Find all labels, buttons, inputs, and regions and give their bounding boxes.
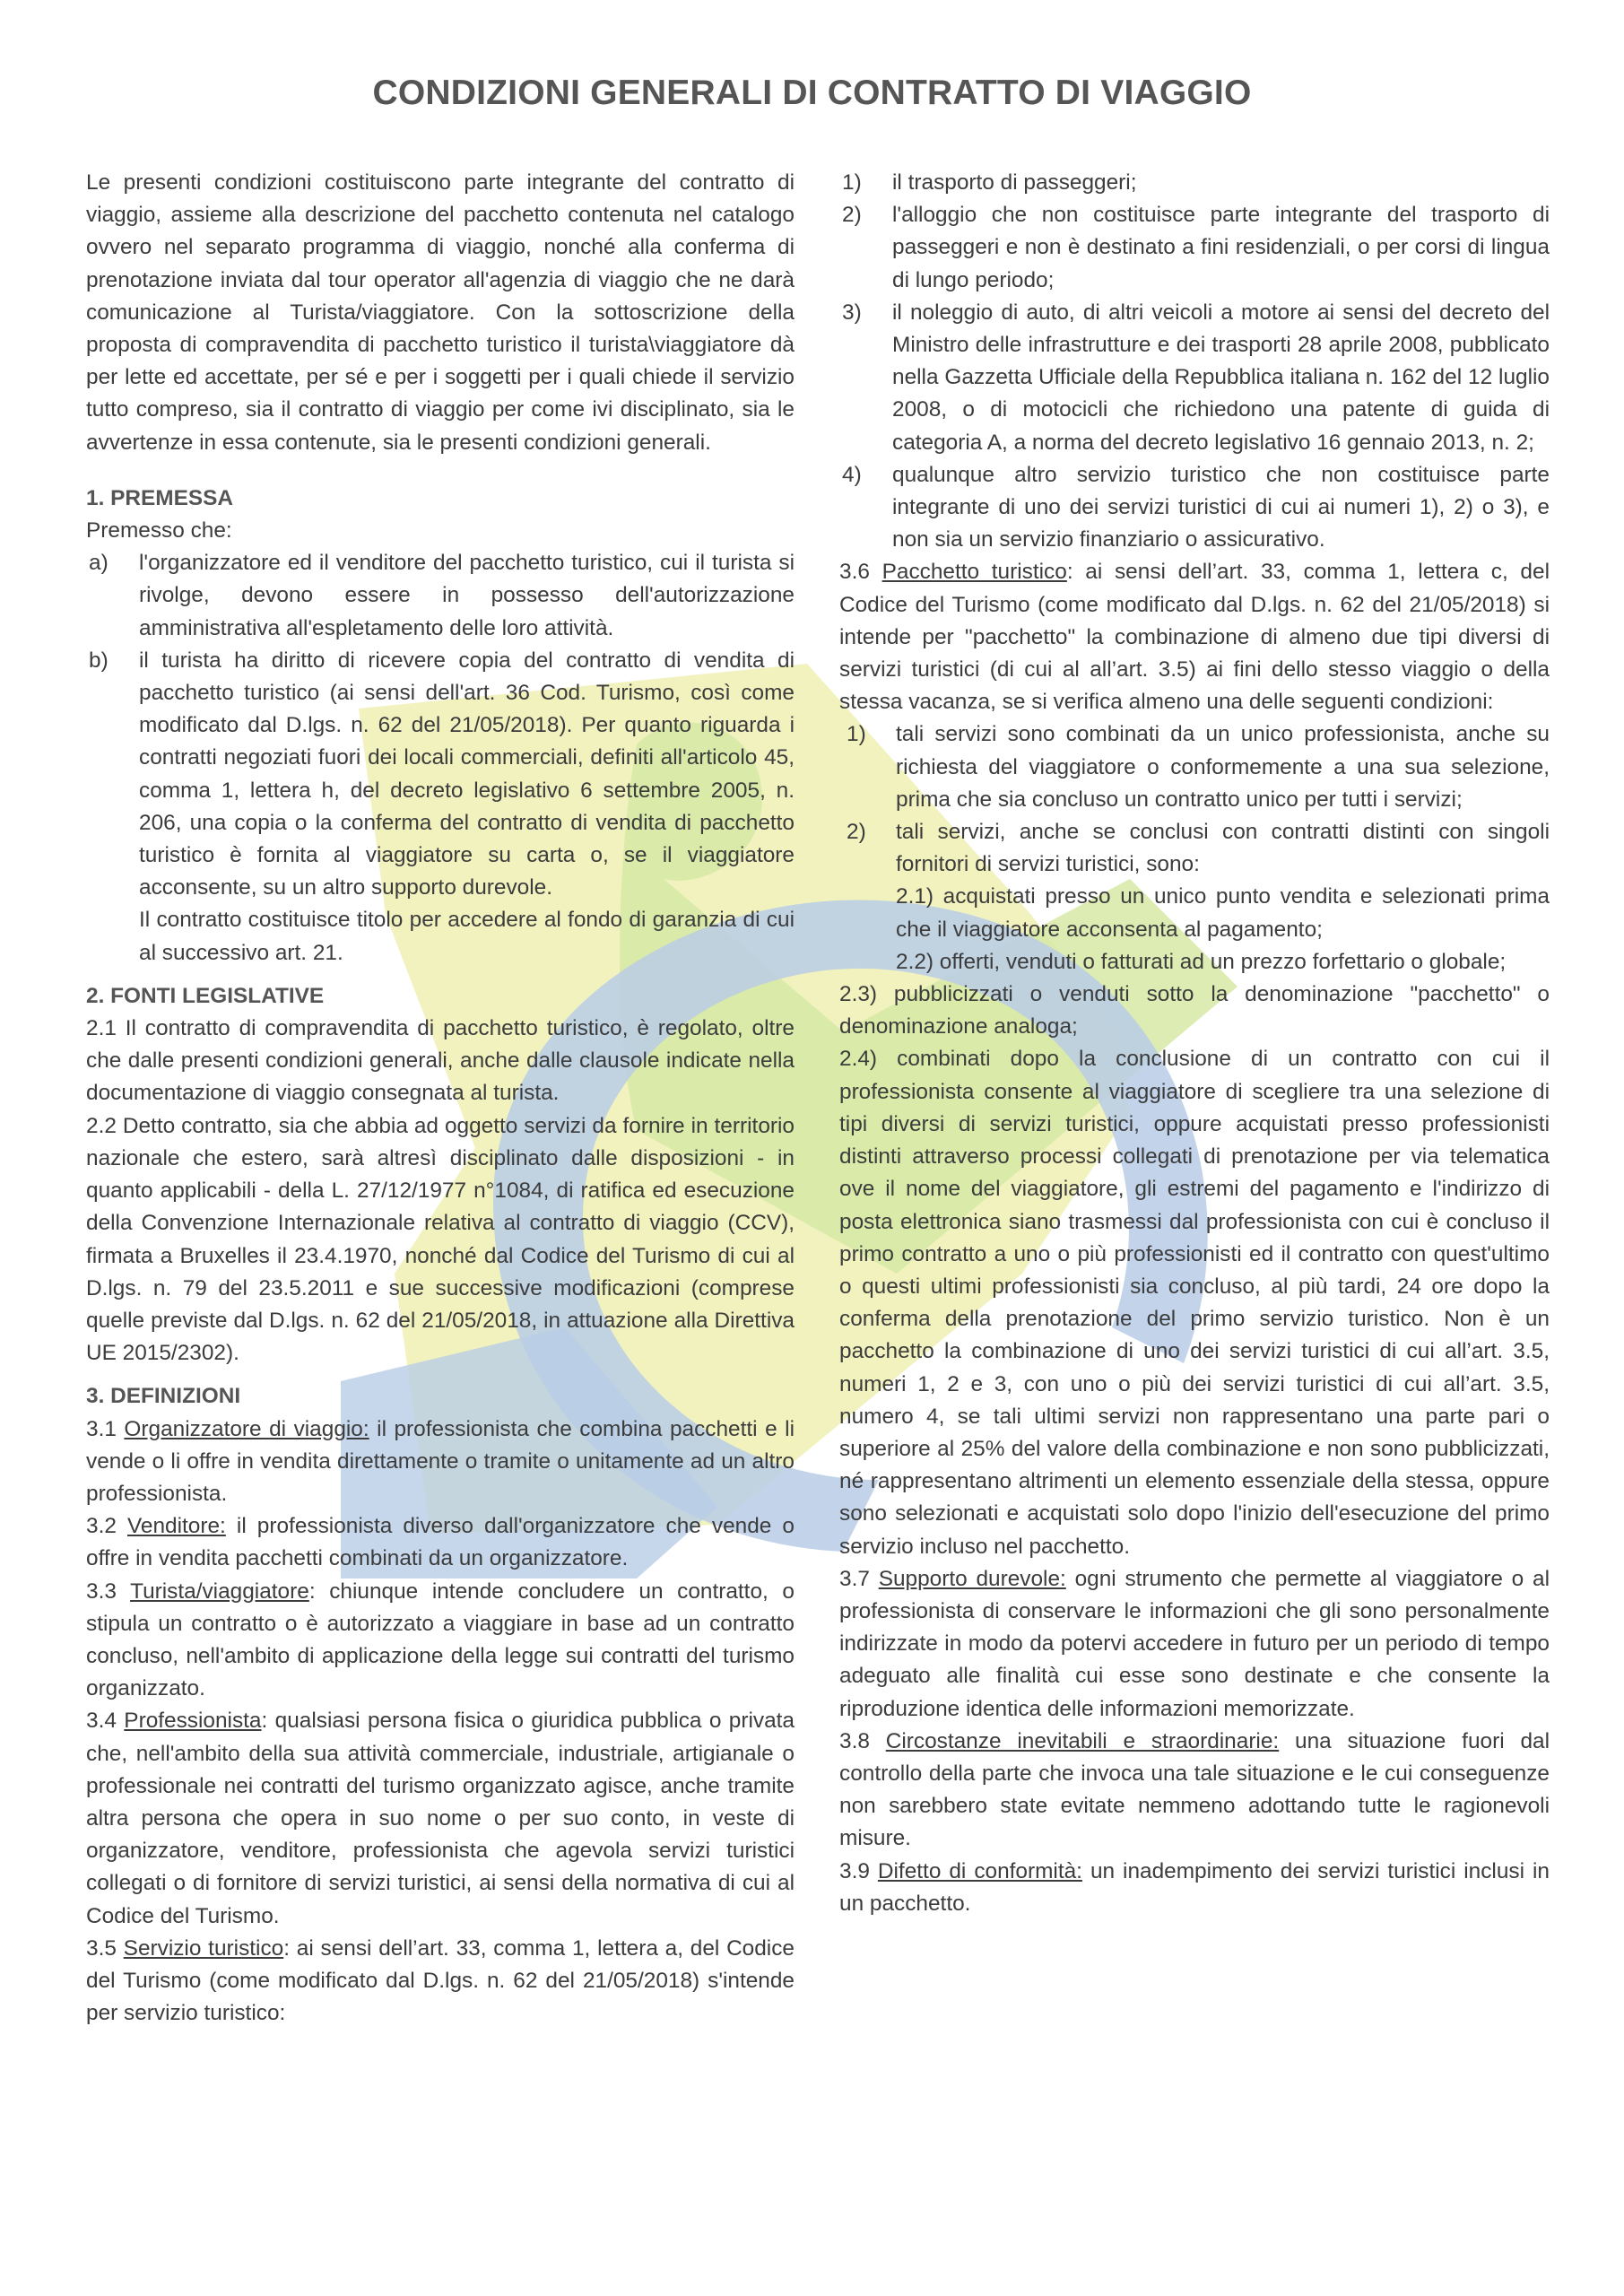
- definition-term: Organizzatore di viaggio:: [124, 1416, 369, 1441]
- service-item-3: [839, 297, 1550, 459]
- section-heading-premessa: 1. PREMESSA: [86, 485, 234, 510]
- definition-number: 3.1: [86, 1416, 125, 1441]
- definition-number: 3.9: [839, 1858, 878, 1883]
- item-text: l'alloggio che non costituisce parte integrante del trasporto di passeggeri e non è destinato a fini residenziali, o per corsi di lingua di lungo periodo;: [892, 203, 1550, 292]
- definition-text: una situazione fuori dal controllo della parte che invoca una tale situazione e le cui conseguenze non sarebbero state evitate nemmeno adottando tutte le ragionevoli misure.: [839, 1728, 1550, 1851]
- item-label: 2): [847, 820, 866, 845]
- definition-text: : qualsiasi persona fisica o giuridica pubblica o privata che, nell'ambito della sua attività commerciale, industriale, artigianale o professionale nei contratti del turismo organizzato agisce, anche tramite altra persona che opera in suo nome o per suo conto, in veste di organizzatore, venditore, professionista che agevola servizi turistici collegati o di fornitore di servizi turistici, ai sensi della normativa di cui al Codice del Turismo.: [86, 1709, 795, 1928]
- definition-number: 3.6: [839, 560, 882, 585]
- service-item-4: [839, 459, 1550, 557]
- definition-term: Servizio turistico: [123, 1935, 284, 1961]
- condition-2-3: 2.3) pubblicizzati o venduti sotto la denominazione "pacchetto" o denominazione analoga;: [839, 982, 1550, 1039]
- definition-term: Supporto durevole:: [878, 1566, 1066, 1591]
- definition-number: 3.2: [86, 1514, 127, 1539]
- intro-paragraph: Le presenti condizioni costituiscono parte integrante del contratto di viaggio, assieme alla descrizione del pacchetto contenuta nel catalogo ovvero nel separato programma di viaggio, nonché alla conferma di prenotazione inviata dal tour operator all'agenzia di viaggio che ne darà comunicazione al Turista/viaggiatore. Con la sottoscrizione della proposta di compravendita di pacchetto turistico il turista\viaggiatore dà per lette ed accettate, per sé e per i soggetti per i quali chiede il servizio tutto compreso, sia il contratto di viaggio per come ivi disciplinato, sia le avvertenze in essa contenute, sia le presenti condizioni generali.: [86, 170, 795, 455]
- definition-3-7: [839, 1563, 1550, 1726]
- definition-number: 3.3: [86, 1578, 131, 1604]
- item-text: il turista ha diritto di ricevere copia del contratto di vendita di pacchetto turistico (ai sensi dell'art. 36 Cod. Turismo, così come modificato dal D.lgs. n. 62 del 21/05/2018). Per quanto riguarda i contratti negoziati fuori dei locali commerciali, definiti all'articolo 45, comma 1, lettera h, del decreto legislativo 6 settembre 2005, n. 206, una copia o la conferma del contratto di vendita di pacchetto turistico è fornita al viaggiatore su carta o, se il viaggiatore acconsente, su un altro supporto durevole.: [139, 648, 795, 900]
- condition-item-2: [839, 816, 1550, 881]
- definition-3-9: [839, 1856, 1550, 1920]
- item-label: 1): [847, 722, 866, 747]
- definition-3-8: [839, 1726, 1550, 1856]
- condition-2-1: 2.1) acquistati presso un unico punto vendita e selezionati prima che il viaggiatore acconsenta al pagamento;: [896, 884, 1550, 942]
- premessa-item-b-continuation: Il contratto costituisce titolo per accedere al fondo di garanzia di cui al successivo art. 21.: [139, 908, 795, 965]
- definition-text: : chiunque intende concludere un contratto, o stipula un contratto o è autorizzato a viaggiare in base ad un contratto concluso, nell'ambito di applicazione della legge sui contratti del turismo organizzato.: [86, 1578, 795, 1701]
- definition-text: : ai sensi dell’art. 33, comma 1, lettera c, del Codice del Turismo (come modificato dal D.lgs. n. 62 del 21/05/2018) si intende per "pacchetto" la combinazione di almeno due tipi diversi di servizi turistici (di cui al all’art. 3.5) ai fini dello stesso viaggio o della stessa vacanza, se si verifica almeno una delle seguenti condizioni:: [839, 560, 1550, 715]
- section-heading-definizioni: 3. DEFINIZIONI: [86, 1384, 241, 1409]
- item-text: tali servizi, anche se conclusi con contratti distinti con singoli fornitori di servizi turistici, sono:: [896, 820, 1550, 877]
- definition-3-3: [86, 1576, 795, 1706]
- definition-text: : ai sensi dell’art. 33, comma 1, lettera a, del Codice del Turismo (come modificato dal D.lgs. n. 62 del 21/05/2018) s'intende per servizio turistico:: [86, 1935, 795, 2026]
- definition-text: il professionista diverso dall'organizzatore che vende o offre in vendita pacchetti combinati da un organizzatore.: [86, 1514, 795, 1571]
- item-text: qualunque altro servizio turistico che non costituisce parte integrante di uno dei servizi turistici di cui ai numeri 1), 2) o 3), e non sia un servizio finanziario o assicurativo.: [892, 462, 1550, 552]
- condition-2-4: 2.4) combinati dopo la conclusione di un contratto con cui il professionista consente al viaggiatore di scegliere tra una selezione di tipi diversi di servizi turistici, oppure acquistati presso professionisti distinti attraverso processi collegati di prenotazione per via telematica ove il nome del viaggiatore, gli estremi del pagamento e l'indirizzo di posta elettronica siano trasmessi dal professionista con cui è concluso il primo contratto a uno o più professionisti ed il contratto con quest'ultimo o questi ultimi professionisti sia concluso, al più tardi, 24 ore dopo la conferma della prenotazione del primo servizio turistico. Non è un pacchetto la combinazione di uno dei servizi turistici di cui all’art. 3.5, numeri 1, 2 e 3, con uno o più dei servizi turistici di cui all’art. 3.5, numero 4, se tali ultimi servizi non rappresentano una parte pari o superiore al 25% del valore della combinazione e non sono pubblicizzati, né rappresentano altrimenti un elemento essenziale della stessa, oppure sono selezionati e acquistati solo dopo l'inizio dell'esecuzione del primo servizio incluso nel pacchetto.: [839, 1047, 1550, 1559]
- item-label: 2): [842, 203, 862, 228]
- definition-3-5: [86, 1933, 795, 2031]
- definition-term: Difetto di conformità:: [877, 1858, 1082, 1883]
- item-label: a): [89, 551, 109, 576]
- left-column: [86, 167, 795, 2030]
- definition-term: Professionista: [124, 1709, 262, 1734]
- definition-3-4: [86, 1705, 795, 1932]
- definition-text: il professionista che combina pacchetti e li vende o li offre in vendita direttamente o tramite o unitamente ad un altro professionista.: [86, 1416, 795, 1506]
- service-item-2: [839, 199, 1550, 297]
- premessa-lead: Premesso che:: [86, 518, 232, 544]
- definition-term: Turista/viaggiatore: [130, 1578, 309, 1604]
- item-text: l'organizzatore ed il venditore del pacchetto turistico, cui il turista si rivolge, devono essere in possesso dell'autorizzazione amministrativa all'espletamento delle loro attività.: [139, 551, 795, 640]
- definition-3-2: [86, 1510, 795, 1575]
- definition-text: un inadempimento dei servizi turistici inclusi in un pacchetto.: [839, 1858, 1550, 1916]
- section-heading-fonti: 2. FONTI LEGISLATIVE: [86, 983, 325, 1008]
- premessa-item-b: [86, 645, 795, 905]
- item-label: 4): [842, 462, 862, 487]
- item-label: 3): [842, 300, 862, 325]
- item-text: il trasporto di passeggeri;: [892, 170, 1137, 195]
- definition-3-6: [839, 556, 1550, 718]
- right-column: [839, 167, 1550, 1920]
- item-label: 1): [842, 170, 862, 195]
- definition-number: 3.4: [86, 1709, 125, 1734]
- item-text: il noleggio di auto, di altri veicoli a motore ai sensi del decreto del Ministro delle infrastrutture e dei trasporti 28 aprile 2008, pubblicato nella Gazzetta Ufficiale della Repubblica italiana n. 162 del 12 luglio 2008, o di motocicli che richiedono una patente di guida di categoria A, a norma del decreto legislativo 16 gennaio 2013, n. 2;: [892, 300, 1550, 455]
- page-title: CONDIZIONI GENERALI DI CONTRATTO DI VIAGGIO: [372, 74, 1252, 112]
- premessa-item-a: [86, 547, 795, 645]
- condition-2-2: 2.2) offerti, venduti o fatturati ad un prezzo forfettario o globale;: [896, 949, 1507, 974]
- service-item-1: [839, 167, 1550, 199]
- definition-term: Pacchetto turistico: [881, 560, 1067, 585]
- definition-number: 3.8: [839, 1728, 886, 1753]
- definition-term: Venditore:: [126, 1514, 226, 1539]
- condition-item-1: [839, 718, 1550, 816]
- definition-3-1: [86, 1413, 795, 1511]
- definition-number: 3.7: [839, 1566, 879, 1591]
- definition-term: Circostanze inevitabili e straordinarie:: [885, 1728, 1280, 1753]
- definition-text: ogni strumento che permette al viaggiatore o al professionista di conservare le informazioni che gli sono personalmente indirizzate in modo da potervi accedere in futuro per un periodo di tempo adeguato alle finalità cui esse sono destinate e che consente la riproduzione identica delle informazioni memorizzate.: [839, 1566, 1550, 1721]
- item-text: tali servizi sono combinati da un unico professionista, anche su richiesta del viaggiatore o conformemente a una sua selezione, prima che sia concluso un contratto unico per tutti i servizi;: [896, 722, 1550, 812]
- fonti-paragraph-2-2: 2.2 Detto contratto, sia che abbia ad oggetto servizi da fornire in territorio nazionale che estero, sarà altresì disciplinato dalle disposizioni - in quanto applicabili - della L. 27/12/1977 n°1084, di ratifica ed esecuzione della Convenzione Internazionale relativa al contratto di viaggio (CCV), firmata a Bruxelles il 23.4.1970, nonché dal Codice del Turismo di cui al D.lgs. n. 79 del 23.5.2011 e sue successive modificazioni (comprese quelle previste dal D.lgs. n. 62 del 21/05/2018, in attuazione alla Direttiva UE 2015/2302).: [86, 1113, 795, 1366]
- fonti-paragraph-2-1: 2.1 Il contratto di compravendita di pacchetto turistico, è regolato, oltre che dalle presenti condizioni generali, anche dalle clausole indicate nella documentazione di viaggio consegnata al turista.: [86, 1016, 795, 1106]
- item-label: b): [89, 648, 109, 673]
- definition-number: 3.5: [86, 1935, 124, 1961]
